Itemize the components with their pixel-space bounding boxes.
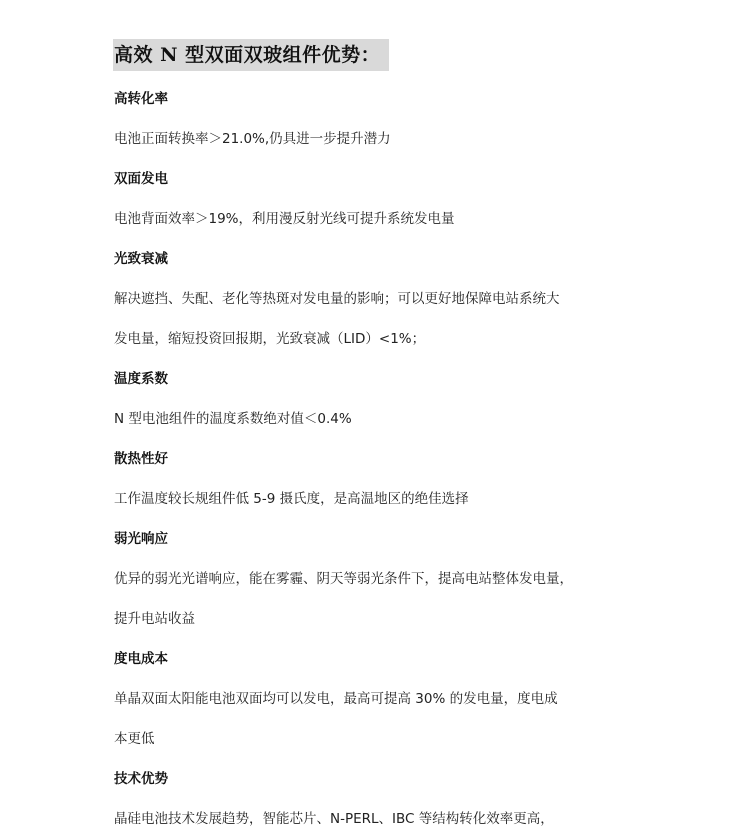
section-text: 晶硅电池技术发展趋势，智能芯片、N-PERL、IBC 等结构转化效率更高，: [114, 811, 554, 827]
section-heading-lcoe: 度电成本: [114, 651, 168, 667]
section-text: 优异的弱光光谱响应，能在雾霾、阴天等弱光条件下，提高电站整体发电量，: [114, 571, 573, 587]
section-text: 工作温度较长规组件低 5-9 摄氏度，是高温地区的绝佳选择: [114, 491, 469, 507]
section-heading-light-degradation: 光致衰减: [114, 251, 168, 267]
section-text: 提升电站收益: [114, 611, 195, 627]
section-text: 电池正面转换率＞21.0%,仍具进一步提升潜力: [114, 131, 391, 147]
section-heading-temperature-coefficient: 温度系数: [114, 371, 168, 387]
document-title: 高效 N 型双面双玻组件优势：: [113, 39, 389, 71]
section-heading-heat-dissipation: 散热性好: [114, 451, 168, 467]
section-text: 单晶双面太阳能电池双面均可以发电，最高可提高 30% 的发电量，度电成: [114, 691, 558, 707]
section-text: 本更低: [114, 731, 155, 747]
section-heading-high-conversion: 高转化率: [114, 91, 168, 107]
section-text: 发电量，缩短投资回报期，光致衰减（LID）<1%；: [114, 331, 426, 347]
section-heading-bifacial: 双面发电: [114, 171, 168, 187]
section-text: 解决遮挡、失配、老化等热斑对发电量的影响；可以更好地保障电站系统大: [114, 291, 560, 307]
section-heading-weak-light: 弱光响应: [114, 531, 168, 547]
section-heading-tech-advantage: 技术优势: [114, 771, 168, 787]
section-text: 电池背面效率＞19%，利用漫反射光线可提升系统发电量: [114, 211, 455, 227]
section-text: N 型电池组件的温度系数绝对值＜0.4%: [114, 411, 352, 427]
